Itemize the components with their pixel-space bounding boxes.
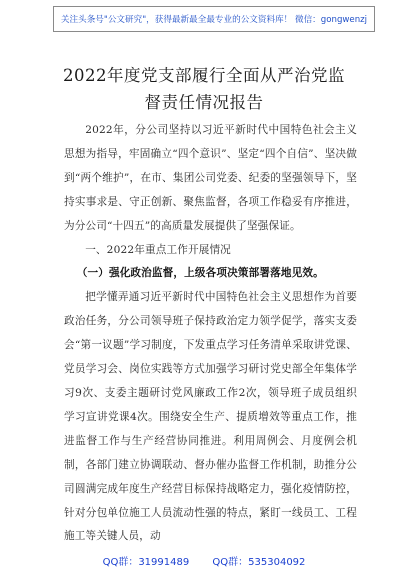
subsection-heading-1: （一）强化政治监督，上级各项决策部署落地见效。 [76,267,324,280]
title-line-1: 2022年度党支部履行全面从严治党监 [63,66,345,85]
subsection-1-paragraph: 把学懂弄通习近平新时代中国特色社会主义思想作为首要政治任务，分公司领导班子保持政治定力领学促学，落实支委会“第一议题”学习制度，下发重点学习任务清单采取讲党课、党员学习会、岗位实践等方式加强学习研讨党史部全年集体学习9次、支委主题研讨党风廉政工作2次，领导班子成员组织学习宣讲党课4次。围绕安全生产、提质增效等重点工作，推进监督工作与生产经营协同推进。利用周例会、月度例会机制，各部门建立协调联动、督办催办监督工作机制，助推分公司圆满完成年度生产经营目标保持战略定力，强化疫情防控，针对分包单位施工人员流动性强的特点，紧盯一线员工、工程施工等关键人员，动 [64,291,357,543]
footer-qq-group-1: QQ群：31991489 [102,557,190,568]
footer-qq-group-2: QQ群：535304092 [212,557,306,568]
promo-banner-text: 关注头条号"公文研究"，获得最新最全最专业的公文资料库！ 微信：gongwenzj [60,15,368,25]
footer [0,553,408,568]
document-title [0,62,408,116]
section-heading-1: 一、2022年重点工作开展情况 [85,243,231,256]
title-line-2: 督责任情况报告 [144,93,264,112]
document-body [64,119,357,549]
promo-banner [53,6,375,32]
intro-paragraph: 2022年，分公司坚持以习近平新时代中国特色社会主义思想为指导，牢固确立“四个意识”、坚定“四个自信”、坚决做到“两个维护”，在市、集团公司党委、纪委的坚强领导下，坚持实事求是、守正创新、聚焦监督，各项工作稳妥有序推进，为分公司“十四五”的高质量发展提供了坚强保证。 [64,124,357,232]
